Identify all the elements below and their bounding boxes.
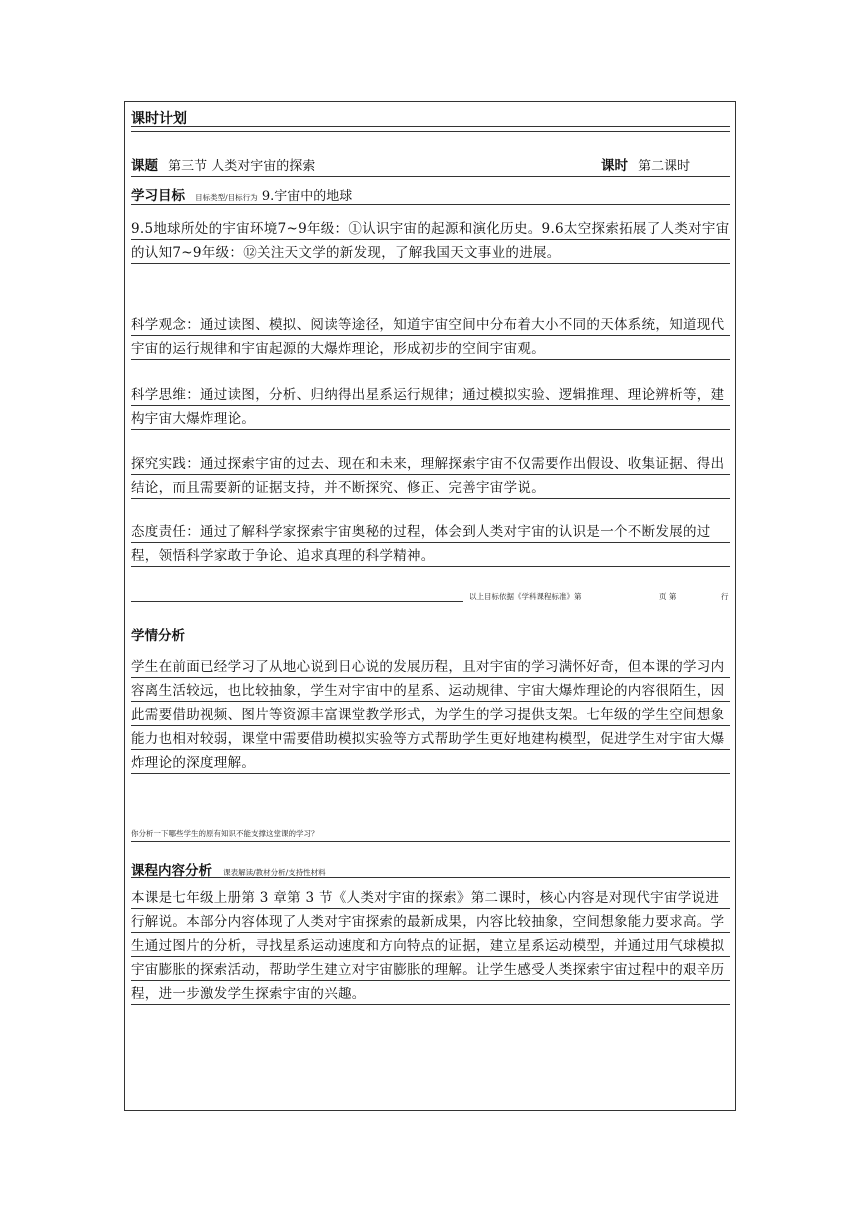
source-prefix: 以上目标依据《学科课程标准》第 — [469, 592, 582, 601]
learner-analysis-hint: 你分析一下哪些学生的原有知识不能支撑这堂课的学习？ — [131, 829, 319, 838]
learner-hint-divider — [131, 841, 730, 842]
period-label: 课时 — [601, 158, 628, 174]
objectives-label: 学习目标 — [131, 188, 185, 204]
lesson-plan-frame — [124, 101, 736, 1111]
objective-item-practice: 探究实践：通过探索宇宙的过去、现在和未来，理解探索宇宙不仅需要作出假设、收集证据、得出结论，而且需要新的证据支持，并不断探究、修正、完善宇宙学说。 — [131, 452, 730, 500]
content-analysis-header — [131, 859, 730, 879]
period-value: 第二课时 — [638, 159, 691, 174]
objectives-target: 9.宇宙中的地球 — [262, 185, 462, 205]
topic-value: 第三节 人类对宇宙的探索 — [168, 159, 316, 174]
content-analysis-label: 课程内容分析 — [131, 863, 212, 879]
objectives-divider — [131, 204, 730, 205]
standard-source-line — [131, 590, 730, 604]
content-header-divider — [131, 877, 730, 878]
content-analysis-text: 本课是七年级上册第 3 章第 3 节《人类对宇宙的探索》第二课时，核心内容是对现代宇宙学说进行解说。本部分内容体现了人类对宇宙探索的最新成果，内容比较抽象，空间想象能力要求高。学生通过图片的分析，寻找星系运动速度和方向特点的证据，建立星系运动模型，并通过用气球模拟宇宙膨胀的探索活动，帮助学生建立对宇宙膨胀的理解。让学生感受人类探索宇宙过程中的艰辛历程，进一步激发学生探索宇宙的兴趣。 — [131, 886, 730, 1006]
learner-analysis-label: 学情分析 — [131, 628, 185, 644]
topic-row — [131, 154, 730, 174]
objective-item-concept: 科学观念：通过读图、模拟、阅读等途径，知道宇宙空间中分布着大小不同的天体系统，知道现代宇宙的运行规律和宇宙起源的大爆炸理论，形成初步的空间宇宙观。 — [131, 313, 730, 361]
objective-item-thinking: 科学思维：通过读图，分析、归纳得出星系运行规律；通过模拟实验、逻辑推理、理论辨析等，建构宇宙大爆炸理论。 — [131, 383, 730, 431]
standard-text: 9.5地球所处的宇宙环境7~9年级：①认识宇宙的起源和演化历史。9.6太空探索拓展了人类对宇宙的认知7~9年级：⑫关注天文学的新发现，了解我国天文事业的进展。 — [131, 217, 730, 265]
objective-item-attitude: 态度责任：通过了解科学家探索宇宙奥秘的过程，体会到人类对宇宙的认识是一个不断发展的过程，领悟科学家敢于争论、追求真理的科学精神。 — [131, 520, 730, 568]
learner-analysis-text: 学生在前面已经学习了从地心说到日心说的发展历程，且对宇宙的学习满怀好奇，但本课的学习内容离生活较远，也比较抽象，学生对宇宙中的星系、运动规律、宇宙大爆炸理论的内容很陌生，因此需要借助视频、图片等资源丰富课堂教学形式，为学生的学习提供支架。七年级的学生空间想象能力也相对较弱，课堂中需要借助模拟实验等方式帮助学生更好地建构模型，促进学生对宇宙大爆炸理论的深度理解。 — [131, 655, 730, 775]
topic-label: 课题 — [131, 158, 158, 174]
source-page: 页 第 — [659, 592, 677, 601]
topic-divider — [131, 176, 730, 177]
title-divider — [131, 126, 730, 132]
objectives-header — [131, 184, 730, 205]
objectives-hint: 目标类型/目标行为 — [195, 193, 258, 202]
source-line: 行 — [721, 592, 729, 601]
source-blank-line — [131, 601, 463, 602]
page-title: 课时计划 — [131, 111, 187, 127]
content-analysis-hint: 课表解读/教材分析/支持性材料 — [223, 868, 326, 877]
